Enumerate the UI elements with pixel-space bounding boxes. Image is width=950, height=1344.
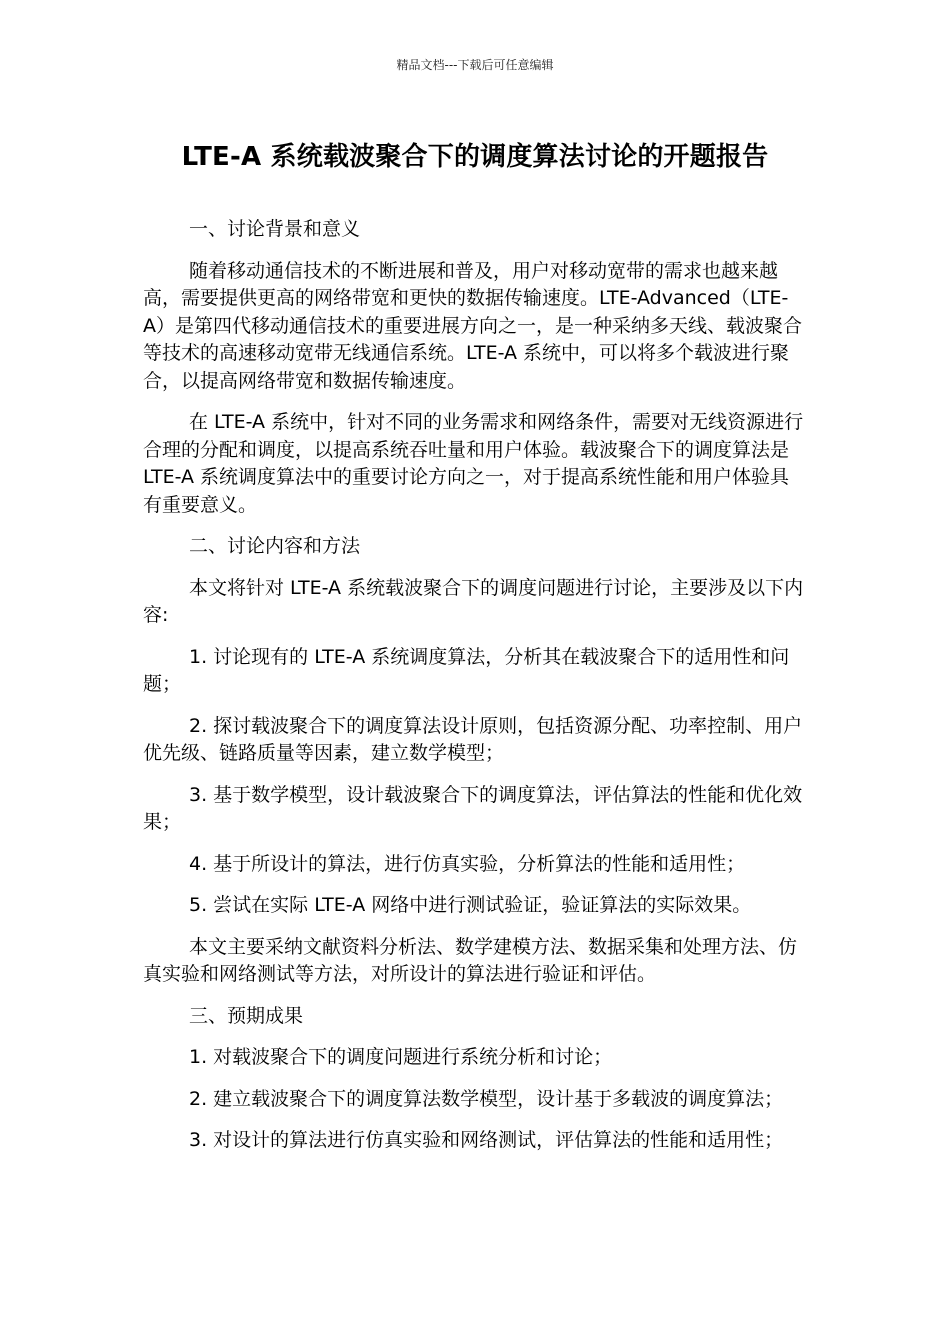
section-heading: 三、预期成果 [189,1004,304,1027]
list-item: 3. 基于数学模型，设计载波聚合下的调度算法，评估算法的性能和优化效果； [143,783,803,833]
list-item: 1. 对载波聚合下的调度问题进行系统分析和讨论； [189,1046,613,1068]
page-header: 精品文档---下载后可任意编辑 [396,58,554,72]
list-item: 3. 对设计的算法进行仿真实验和网络测试，评估算法的性能和适用性； [189,1129,784,1151]
paragraph: 随着移动通信技术的不断进展和普及，用户对移动宽带的需求也越来越高，需要提供更高的网络带宽和更快的数据传输速度。LTE-Advanced（LTE-A）是第四代移动通信技术的重要进展方向之一，是一种采纳多天线、载波聚合等技术的高速移动宽带无线通信系统。LTE-A 系统中，可以将多个载波进行聚合，以提高网络带宽和数据传输速度。 [143,259,802,392]
document-body [143,216,808,1169]
paragraph: 本文主要采纳文献资料分析法、数学建模方法、数据采集和处理方法、仿真实验和网络测试等方法，对所设计的算法进行验证和评估。 [143,935,798,985]
list-item: 4. 基于所设计的算法，进行仿真实验，分析算法的性能和适用性； [189,852,746,875]
list-item: 2. 建立载波聚合下的调度算法数学模型，设计基于多载波的调度算法； [189,1087,784,1110]
list-item: 2. 探讨载波聚合下的调度算法设计原则，包括资源分配、功率控制、用户优先级、链路质量等因素，建立数学模型； [143,714,803,764]
document-title: LTE-A 系统载波聚合下的调度算法讨论的开题报告 [181,142,769,172]
list-item: 1. 讨论现有的 LTE-A 系统调度算法，分析其在载波聚合下的适用性和问题； [143,645,790,695]
paragraph: 本文将针对 LTE-A 系统载波聚合下的调度问题进行讨论，主要涉及以下内容: [143,576,804,626]
section-heading: 一、讨论背景和意义 [189,218,361,240]
list-item: 5. 尝试在实际 LTE-A 网络中进行测试验证，验证算法的实际效果。 [189,894,752,916]
section-heading: 二、讨论内容和方法 [189,535,361,557]
paragraph: 在 LTE-A 系统中，针对不同的业务需求和网络条件，需要对无线资源进行合理的分配和调度，以提高系统吞吐量和用户体验。载波聚合下的调度算法是 LTE-A 系统调度算法中的重要讨论方向之一，对于提高系统性能和用户体验具有重要意义。 [143,411,804,516]
